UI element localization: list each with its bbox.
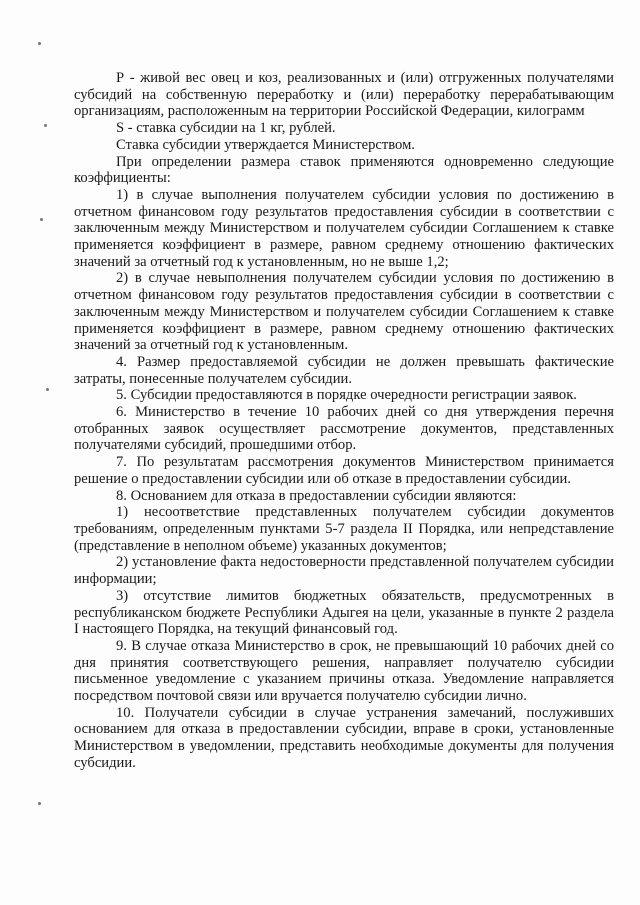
document-body <box>74 70 614 772</box>
paragraph-10: 10. Получатели субсидии в случае устранения замечаний, послуживших основанием для отказа в предоставлении субсидии, вправе в сроки, установленные Министерством в уведомлении, представить необходимые документы для получения субсидии. <box>74 704 614 771</box>
paragraph-8-item-2: 2) установление факта недостоверности представленной получателем субсидии информации; <box>74 554 614 588</box>
scan-speck <box>46 388 49 391</box>
paragraph-6: 6. Министерство в течение 10 рабочих дней со дня утверждения перечня отобранных заявок осуществляет рассмотрение документов, представленных получателями субсидий, прошедшими отбор. <box>74 404 614 454</box>
paragraph-9: 9. В случае отказа Министерство в срок, не превышающий 10 рабочих дней со дня принятия соответствующего решения, направляет получателю субсидии письменное уведомление с указанием причины отказа. Уведомление направляется посредством почтовой связи или вручается получателю субсидии лично. <box>74 637 614 705</box>
paragraph-p-definition: Р - живой вес овец и коз, реализованных и (или) отгруженных получателями субсидий на собственную переработку и (или) переработку перерабатывающим организациям, расположенным на территории Российской Федерации, килограмм <box>74 70 614 120</box>
scan-speck <box>44 124 47 127</box>
scan-speck <box>38 802 41 805</box>
paragraph-5: 5. Субсидии предоставляются в порядке очередности регистрации заявок. <box>116 387 577 404</box>
paragraph-8-item-1: 1) несоответствие представленных получателем субсидии документов требованиям, определенным пунктами 5-7 раздела II Порядка, или непредставление (представление в неполном объеме) указанных документов; <box>74 504 614 554</box>
paragraph-coefficients-intro: При определении размера ставок применяются одновременно следующие коэффициенты: <box>74 153 614 187</box>
paragraph-s-definition: S - ставка субсидии на 1 кг, рублей. <box>116 120 336 137</box>
scan-speck <box>40 218 43 221</box>
paragraph-8: 8. Основанием для отказа в предоставлении субсидии являются: <box>116 487 517 504</box>
scan-speck <box>38 42 41 45</box>
paragraph-4: 4. Размер предоставляемой субсидии не должен превышать фактические затраты, понесенные получателем субсидии. <box>74 353 614 387</box>
paragraph-coefficient-1: 1) в случае выполнения получателем субсидии условия по достижению в отчетном финансовом году результатов предоставления субсидии в соответствии с заключенным между Министерством и получателем субсидии Соглашением к ставке применяется коэффициент в размере, равном среднему отношению фактических значений за отчетный год к установленным, но не выше 1,2; <box>74 186 614 270</box>
paragraph-rate-approval: Ставка субсидии утверждается Министерством. <box>116 136 415 153</box>
paragraph-coefficient-2: 2) в случае невыполнения получателем субсидии условия по достижению в отчетном финансовом году результатов предоставления субсидии в соответствии с заключенным между Министерством и получателем субсидии Соглашением к ставке применяется коэффициент в размере, равном среднему отношению фактических значений за отчетный год к установленным. <box>74 270 614 354</box>
paragraph-7: 7. По результатам рассмотрения документов Министерством принимается решение о предоставлении субсидии или об отказе в предоставлении субсидии. <box>74 454 614 487</box>
paragraph-8-item-3: 3) отсутствие лимитов бюджетных обязательств, предусмотренных в республиканском бюджете Республики Адыгея на цели, указанные в пункте 2 раздела I настоящего Порядка, на текущий финансовый год. <box>74 587 614 638</box>
